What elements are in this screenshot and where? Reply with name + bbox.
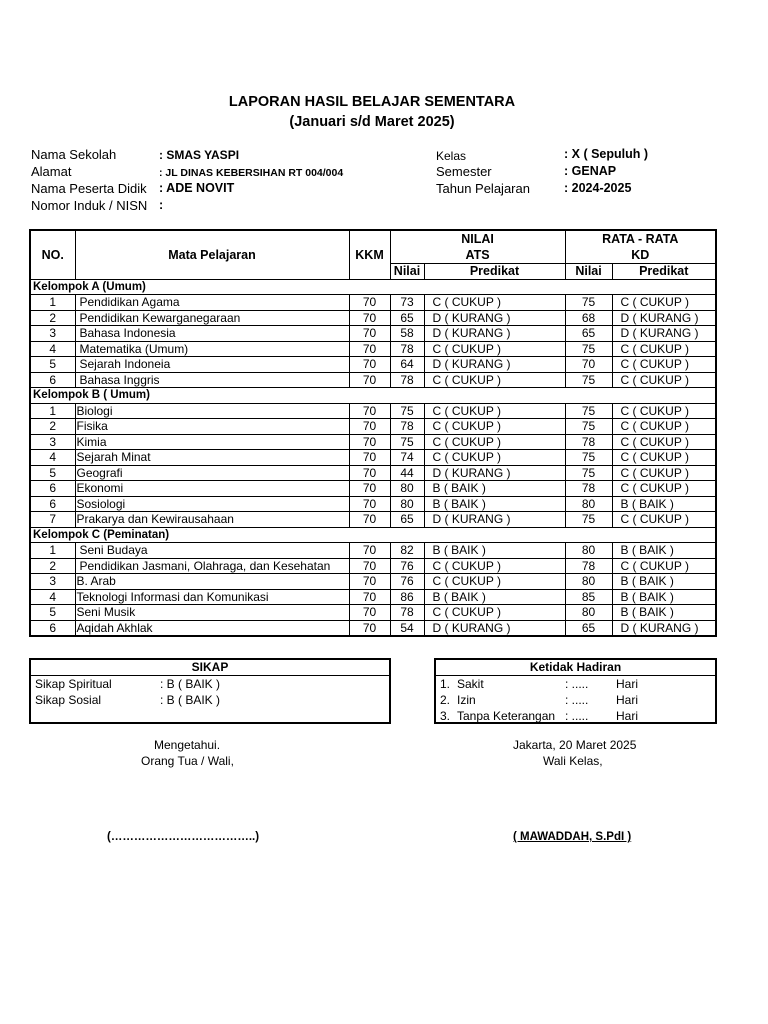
sign-right-line2: Wali Kelas,: [543, 754, 603, 768]
absence-item-no: 2.: [440, 693, 451, 707]
group-title: Kelompok C (Peminatan): [30, 527, 716, 543]
row-kd-value: 78: [565, 481, 612, 497]
row-kd-predikat: C ( CUKUP ): [612, 450, 716, 466]
row-ats-value: 80: [390, 496, 424, 512]
row-no: 7: [30, 512, 75, 528]
row-kd-value: 80: [565, 543, 612, 559]
row-no: 4: [30, 341, 75, 357]
table-row: [30, 450, 716, 466]
row-kd-predikat: D ( KURANG ): [612, 310, 716, 326]
class-label: Kelas: [436, 149, 467, 163]
absence-item-value: : .....: [565, 677, 589, 691]
header-avg-line2: KD: [631, 248, 650, 262]
row-kd-value: 70: [565, 357, 612, 373]
header-kd-nilai: Nilai: [565, 264, 612, 280]
row-kd-predikat: C ( CUKUP ): [612, 512, 716, 528]
absence-item-value: : .....: [565, 693, 589, 707]
row-subject: Biologi: [75, 403, 349, 419]
absence-item-no: 3.: [440, 709, 451, 723]
report-title: LAPORAN HASIL BELAJAR SEMENTARA: [228, 94, 516, 110]
header-kd-predikat: Predikat: [612, 264, 716, 280]
absence-title: Ketidak Hadiran: [436, 660, 715, 676]
grades-table: [29, 229, 717, 637]
row-subject: Bahasa Indonesia: [75, 326, 349, 342]
row-no: 5: [30, 357, 75, 373]
row-kd-value: 75: [565, 295, 612, 311]
row-subject: Pendidikan Jasmani, Olahraga, dan Kesehatan: [75, 558, 349, 574]
class-value: : X ( Sepuluh ): [564, 147, 649, 161]
table-row: [30, 419, 716, 435]
row-kkm: 70: [349, 372, 390, 388]
row-subject: Prakarya dan Kewirausahaan: [75, 512, 349, 528]
row-ats-value: 78: [390, 419, 424, 435]
row-subject: Sejarah Indoneia: [75, 357, 349, 373]
row-kd-value: 65: [565, 620, 612, 636]
row-kd-predikat: C ( CUKUP ): [612, 372, 716, 388]
school-value: : SMAS YASPI: [159, 148, 240, 162]
row-subject: Kimia: [75, 434, 349, 450]
header-subject: Mata Pelajaran: [75, 230, 349, 279]
nisn-value: :: [159, 198, 164, 212]
table-row: [30, 589, 716, 605]
row-subject: Sosiologi: [75, 496, 349, 512]
absence-item-unit: Hari: [616, 693, 639, 707]
row-kd-predikat: C ( CUKUP ): [612, 465, 716, 481]
row-kd-value: 78: [565, 558, 612, 574]
row-kkm: 70: [349, 403, 390, 419]
row-ats-value: 65: [390, 512, 424, 528]
row-ats-predikat: C ( CUKUP ): [424, 450, 565, 466]
row-ats-value: 74: [390, 450, 424, 466]
row-no: 3: [30, 574, 75, 590]
row-ats-value: 75: [390, 434, 424, 450]
row-ats-value: 58: [390, 326, 424, 342]
table-row: [30, 310, 716, 326]
row-kd-predikat: C ( CUKUP ): [612, 295, 716, 311]
row-kd-predikat: D ( KURANG ): [612, 620, 716, 636]
absence-item-unit: Hari: [616, 709, 639, 723]
row-subject: Teknologi Informasi dan Komunikasi: [75, 589, 349, 605]
group-row: [30, 279, 716, 295]
row-kkm: 70: [349, 481, 390, 497]
address-label: Alamat: [31, 164, 72, 179]
row-no: 1: [30, 543, 75, 559]
row-ats-predikat: B ( BAIK ): [424, 589, 565, 605]
row-ats-predikat: D ( KURANG ): [424, 310, 565, 326]
row-kd-predikat: C ( CUKUP ): [612, 434, 716, 450]
sikap-title: SIKAP: [31, 660, 389, 676]
row-subject: Pendidikan Kewarganegaraan: [75, 310, 349, 326]
sikap-spiritual-label: Sikap Spiritual: [35, 677, 112, 691]
table-row: [30, 605, 716, 621]
header-ats: [390, 230, 565, 264]
row-kd-value: 65: [565, 326, 612, 342]
table-row: [30, 512, 716, 528]
row-no: 6: [30, 372, 75, 388]
absence-item-label: Izin: [457, 693, 476, 707]
table-row: [30, 620, 716, 636]
header-ats-line2: ATS: [465, 248, 490, 262]
row-kkm: 70: [349, 357, 390, 373]
row-ats-value: 64: [390, 357, 424, 373]
row-ats-predikat: D ( KURANG ): [424, 465, 565, 481]
row-ats-predikat: C ( CUKUP ): [424, 372, 565, 388]
row-ats-value: 80: [390, 481, 424, 497]
row-kd-predikat: C ( CUKUP ): [612, 558, 716, 574]
row-kkm: 70: [349, 605, 390, 621]
table-row: [30, 434, 716, 450]
sign-left-line1: Mengetahui.: [154, 738, 221, 752]
row-subject: Matematika (Umum): [75, 341, 349, 357]
row-kkm: 70: [349, 295, 390, 311]
absence-item-unit: Hari: [616, 677, 639, 691]
row-subject: Pendidikan Agama: [75, 295, 349, 311]
row-ats-predikat: C ( CUKUP ): [424, 341, 565, 357]
row-kkm: 70: [349, 434, 390, 450]
row-kd-value: 80: [565, 574, 612, 590]
row-no: 3: [30, 434, 75, 450]
header-kkm: KKM: [349, 230, 390, 279]
row-ats-predikat: B ( BAIK ): [424, 543, 565, 559]
year-value: : 2024-2025: [564, 181, 632, 195]
row-kd-value: 78: [565, 434, 612, 450]
student-label: Nama Peserta Didik: [31, 181, 147, 196]
row-kkm: 70: [349, 450, 390, 466]
header-ats-predikat: Predikat: [424, 264, 565, 280]
header-no: NO.: [30, 230, 75, 279]
row-no: 4: [30, 589, 75, 605]
row-ats-predikat: B ( BAIK ): [424, 481, 565, 497]
student-value: : ADE NOVIT: [159, 181, 235, 195]
row-kd-value: 75: [565, 341, 612, 357]
row-kkm: 70: [349, 419, 390, 435]
table-row: [30, 326, 716, 342]
row-ats-predikat: C ( CUKUP ): [424, 574, 565, 590]
row-subject: Fisika: [75, 419, 349, 435]
table-row: [30, 574, 716, 590]
row-subject: Seni Budaya: [75, 543, 349, 559]
row-no: 1: [30, 403, 75, 419]
row-subject: B. Arab: [75, 574, 349, 590]
row-ats-predikat: B ( BAIK ): [424, 496, 565, 512]
group-title: Kelompok B ( Umum): [30, 388, 716, 404]
row-subject: Sejarah Minat: [75, 450, 349, 466]
row-kd-predikat: C ( CUKUP ): [612, 341, 716, 357]
row-ats-value: 76: [390, 558, 424, 574]
table-row: [30, 543, 716, 559]
row-no: 6: [30, 620, 75, 636]
row-ats-predikat: C ( CUKUP ): [424, 558, 565, 574]
row-kd-predikat: C ( CUKUP ): [612, 403, 716, 419]
group-row: [30, 388, 716, 404]
row-ats-predikat: C ( CUKUP ): [424, 434, 565, 450]
row-kd-predikat: B ( BAIK ): [612, 574, 716, 590]
header-avg-line1: RATA - RATA: [602, 232, 679, 246]
semester-value: : GENAP: [564, 164, 617, 178]
row-kkm: 70: [349, 341, 390, 357]
row-kd-predikat: C ( CUKUP ): [612, 357, 716, 373]
row-kkm: 70: [349, 326, 390, 342]
sikap-spiritual-value: : B ( BAIK ): [160, 677, 221, 691]
header-avg: [565, 230, 716, 264]
row-ats-value: 78: [390, 605, 424, 621]
row-ats-predikat: D ( KURANG ): [424, 512, 565, 528]
year-label: Tahun Pelajaran: [436, 181, 530, 196]
row-kd-value: 75: [565, 419, 612, 435]
absence-item-no: 1.: [440, 677, 451, 691]
row-subject: Seni Musik: [75, 605, 349, 621]
row-ats-value: 54: [390, 620, 424, 636]
sign-left-name: (………………………………..): [107, 831, 260, 843]
report-subtitle: (Januari s/d Maret 2025): [289, 114, 455, 130]
address-value: : JL DINAS KEBERSIHAN RT 004/004: [159, 167, 344, 179]
row-kd-value: 75: [565, 450, 612, 466]
row-subject: Geografi: [75, 465, 349, 481]
row-ats-value: 44: [390, 465, 424, 481]
row-no: 4: [30, 450, 75, 466]
table-row: [30, 403, 716, 419]
table-row: [30, 341, 716, 357]
row-ats-value: 76: [390, 574, 424, 590]
table-row: [30, 372, 716, 388]
header-ats-line1: NILAI: [461, 232, 494, 246]
row-ats-predikat: D ( KURANG ): [424, 326, 565, 342]
row-kkm: 70: [349, 310, 390, 326]
row-no: 5: [30, 465, 75, 481]
table-row: [30, 496, 716, 512]
table-row: [30, 357, 716, 373]
row-ats-value: 78: [390, 372, 424, 388]
row-ats-value: 73: [390, 295, 424, 311]
row-kd-value: 75: [565, 372, 612, 388]
row-kd-value: 75: [565, 465, 612, 481]
row-kkm: 70: [349, 512, 390, 528]
row-no: 6: [30, 496, 75, 512]
row-kd-value: 80: [565, 605, 612, 621]
table-row: [30, 465, 716, 481]
row-ats-predikat: C ( CUKUP ): [424, 605, 565, 621]
row-no: 3: [30, 326, 75, 342]
sikap-box: [29, 658, 391, 724]
row-no: 6: [30, 481, 75, 497]
row-kd-predikat: C ( CUKUP ): [612, 481, 716, 497]
absence-item-label: Tanpa Keterangan: [457, 709, 556, 723]
sign-left-line2: Orang Tua / Wali,: [141, 754, 234, 768]
row-no: 5: [30, 605, 75, 621]
absence-item-label: Sakit: [457, 677, 484, 691]
row-kd-predikat: B ( BAIK ): [612, 496, 716, 512]
row-ats-predikat: C ( CUKUP ): [424, 403, 565, 419]
row-kd-predikat: B ( BAIK ): [612, 589, 716, 605]
absence-item-value: : .....: [565, 709, 589, 723]
row-subject: Bahasa Inggris: [75, 372, 349, 388]
row-kd-predikat: B ( BAIK ): [612, 605, 716, 621]
row-ats-value: 86: [390, 589, 424, 605]
row-subject: Aqidah Akhlak: [75, 620, 349, 636]
row-kkm: 70: [349, 496, 390, 512]
school-label: Nama Sekolah: [31, 147, 117, 162]
row-kd-predikat: C ( CUKUP ): [612, 419, 716, 435]
row-kd-value: 85: [565, 589, 612, 605]
row-kd-value: 75: [565, 403, 612, 419]
row-kkm: 70: [349, 589, 390, 605]
row-ats-value: 75: [390, 403, 424, 419]
row-no: 2: [30, 310, 75, 326]
row-ats-predikat: C ( CUKUP ): [424, 419, 565, 435]
header-ats-nilai: Nilai: [390, 264, 424, 280]
row-kd-predikat: D ( KURANG ): [612, 326, 716, 342]
sikap-sosial-value: : B ( BAIK ): [160, 693, 221, 707]
semester-label: Semester: [436, 164, 492, 179]
grades-body: [30, 279, 716, 636]
table-row: [30, 558, 716, 574]
row-kd-value: 75: [565, 512, 612, 528]
sign-right-name: ( MAWADDAH, S.PdI ): [513, 831, 632, 843]
row-ats-predikat: D ( KURANG ): [424, 357, 565, 373]
row-kkm: 70: [349, 543, 390, 559]
table-row: [30, 295, 716, 311]
row-ats-predikat: C ( CUKUP ): [424, 295, 565, 311]
row-ats-value: 65: [390, 310, 424, 326]
row-kd-predikat: B ( BAIK ): [612, 543, 716, 559]
row-ats-predikat: D ( KURANG ): [424, 620, 565, 636]
group-row: [30, 527, 716, 543]
group-title: Kelompok A (Umum): [30, 279, 716, 295]
row-kkm: 70: [349, 558, 390, 574]
row-kkm: 70: [349, 574, 390, 590]
row-kd-value: 80: [565, 496, 612, 512]
row-ats-value: 82: [390, 543, 424, 559]
row-kkm: 70: [349, 620, 390, 636]
row-kd-value: 68: [565, 310, 612, 326]
row-kkm: 70: [349, 465, 390, 481]
sign-right-line1: Jakarta, 20 Maret 2025: [513, 738, 637, 752]
table-row: [30, 481, 716, 497]
row-no: 2: [30, 558, 75, 574]
row-ats-value: 78: [390, 341, 424, 357]
absence-box: [434, 658, 717, 724]
row-no: 2: [30, 419, 75, 435]
sikap-sosial-label: Sikap Sosial: [35, 693, 102, 707]
row-no: 1: [30, 295, 75, 311]
nisn-label: Nomor Induk / NISN: [31, 198, 148, 213]
row-subject: Ekonomi: [75, 481, 349, 497]
